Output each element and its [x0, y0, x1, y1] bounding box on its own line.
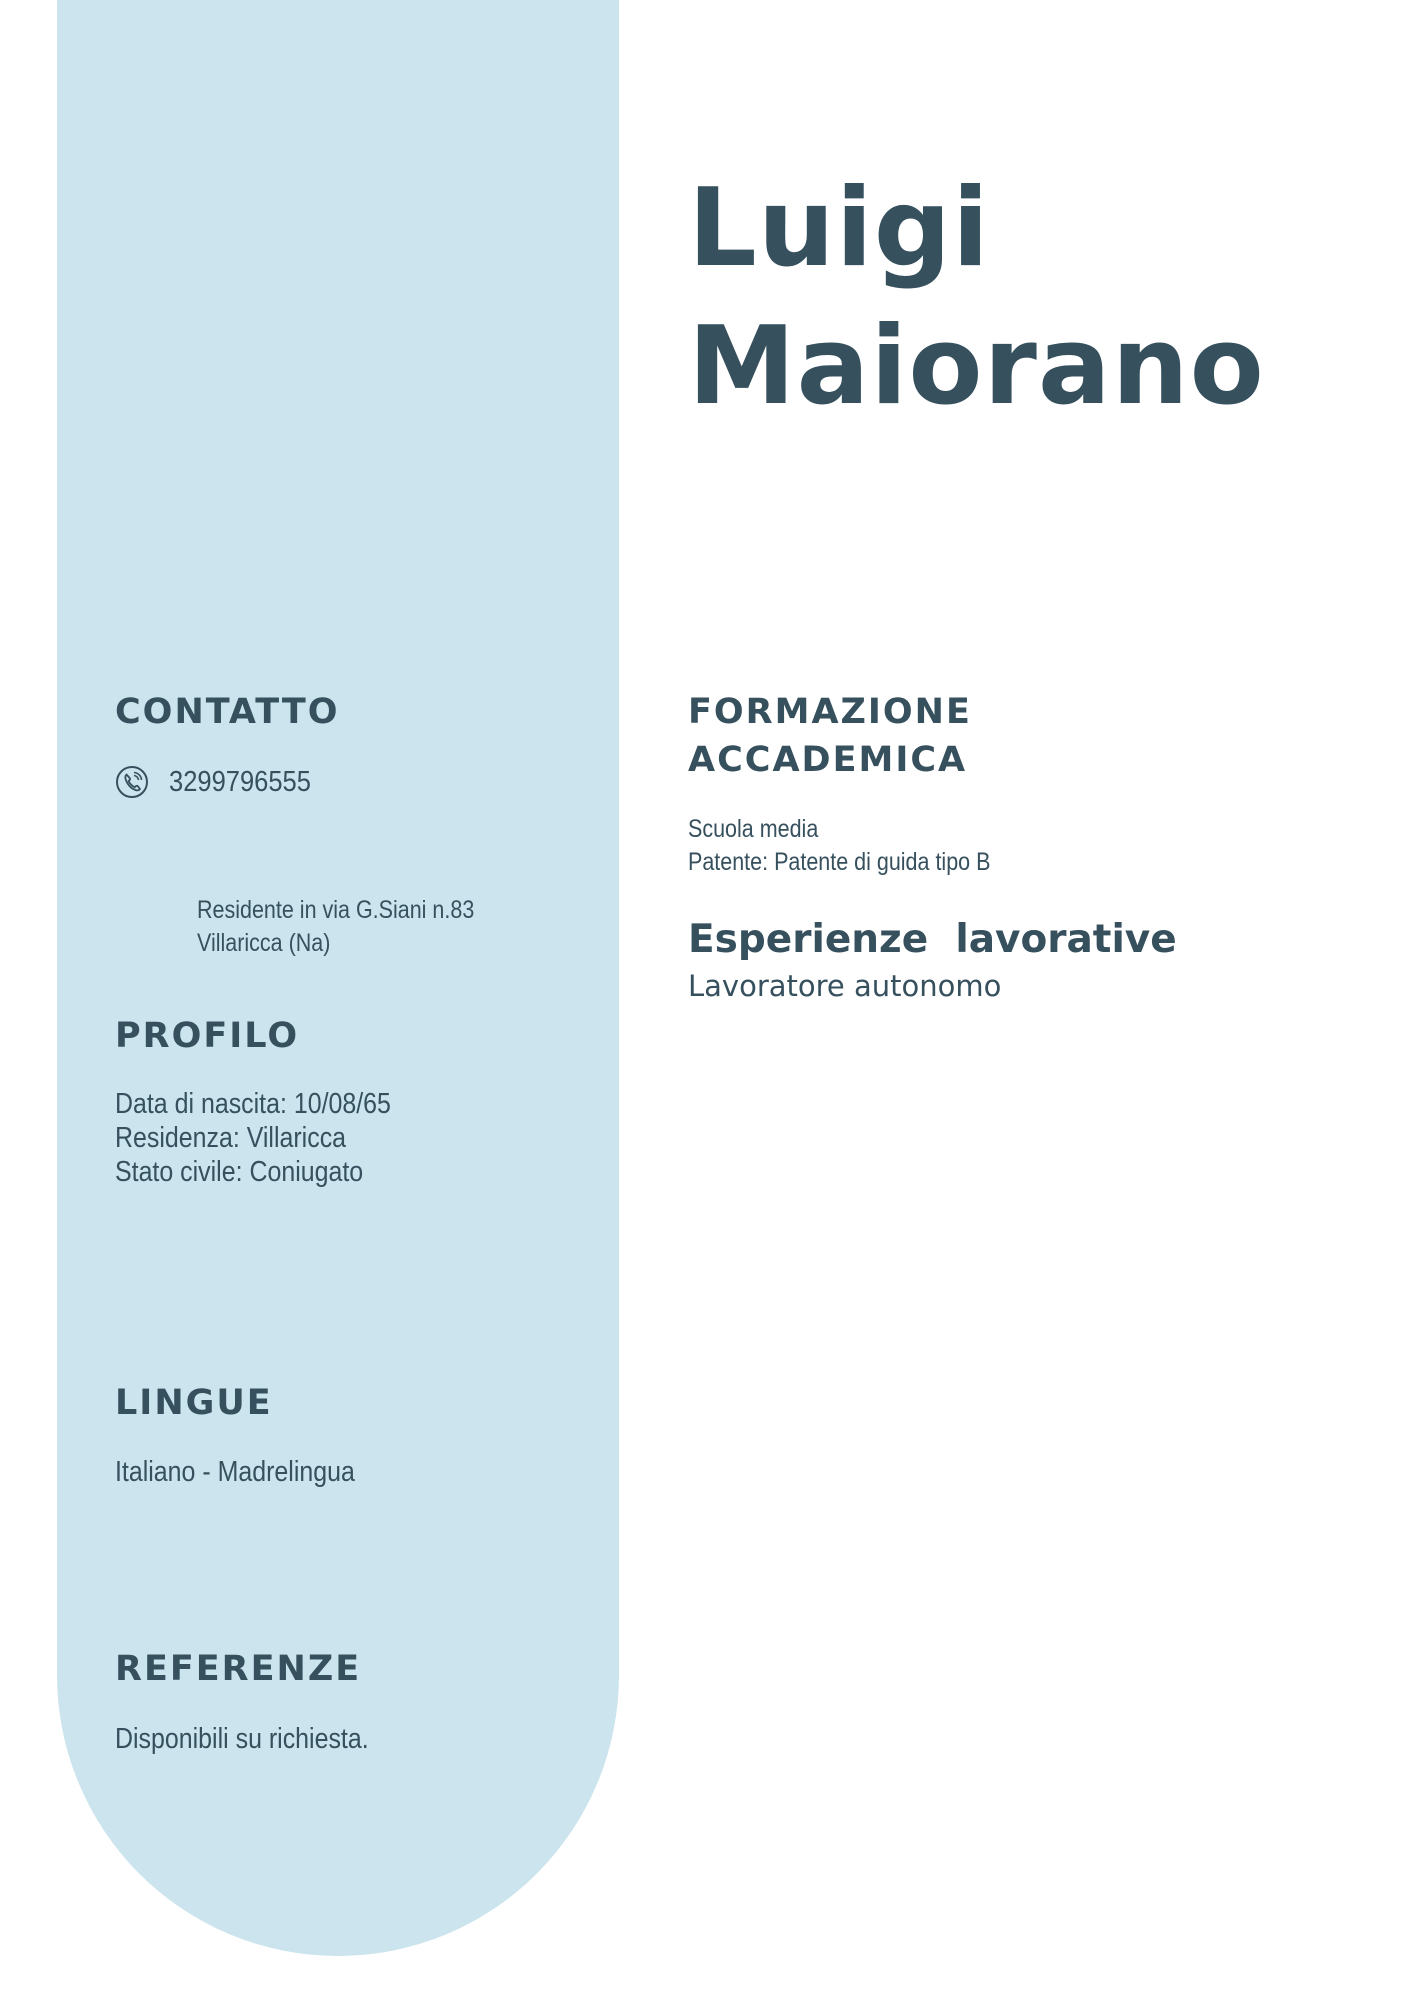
education-license: Patente: Patente di guida tipo B [688, 848, 991, 876]
experience-text: Lavoratore autonomo [688, 969, 1002, 1003]
profile-details [115, 1087, 391, 1189]
education-heading-line-1: FORMAZIONE [688, 692, 972, 732]
experience-heading: Esperienze lavorative [688, 917, 1177, 962]
phone-row [115, 765, 330, 799]
education-school: Scuola media [688, 815, 819, 843]
phone-icon [115, 765, 149, 799]
education-heading-line-2: ACCADEMICA [688, 740, 968, 780]
full-name [688, 160, 1265, 436]
address [197, 894, 474, 960]
address-line-1: Residente in via G.Siani n.83 [197, 896, 475, 924]
languages-heading: LINGUE [115, 1383, 273, 1423]
profile-birthdate: Data di nascita: 10/08/65 [115, 1088, 391, 1120]
education-heading [688, 688, 972, 784]
languages-text: Italiano - Madrelingua [115, 1456, 355, 1488]
references-text: Disponibili su richiesta. [115, 1723, 369, 1755]
phone-number: 3299796555 [169, 765, 311, 798]
contact-heading: CONTATTO [115, 692, 340, 732]
profile-heading: PROFILO [115, 1016, 300, 1056]
profile-civil-status: Stato civile: Coniugato [115, 1156, 364, 1188]
first-name: Luigi [688, 166, 991, 291]
education-details [688, 813, 990, 879]
last-name: Maiorano [688, 304, 1265, 429]
references-heading: REFERENZE [115, 1649, 362, 1689]
profile-residence: Residenza: Villaricca [115, 1122, 347, 1154]
address-line-2: Villaricca (Na) [197, 929, 331, 957]
